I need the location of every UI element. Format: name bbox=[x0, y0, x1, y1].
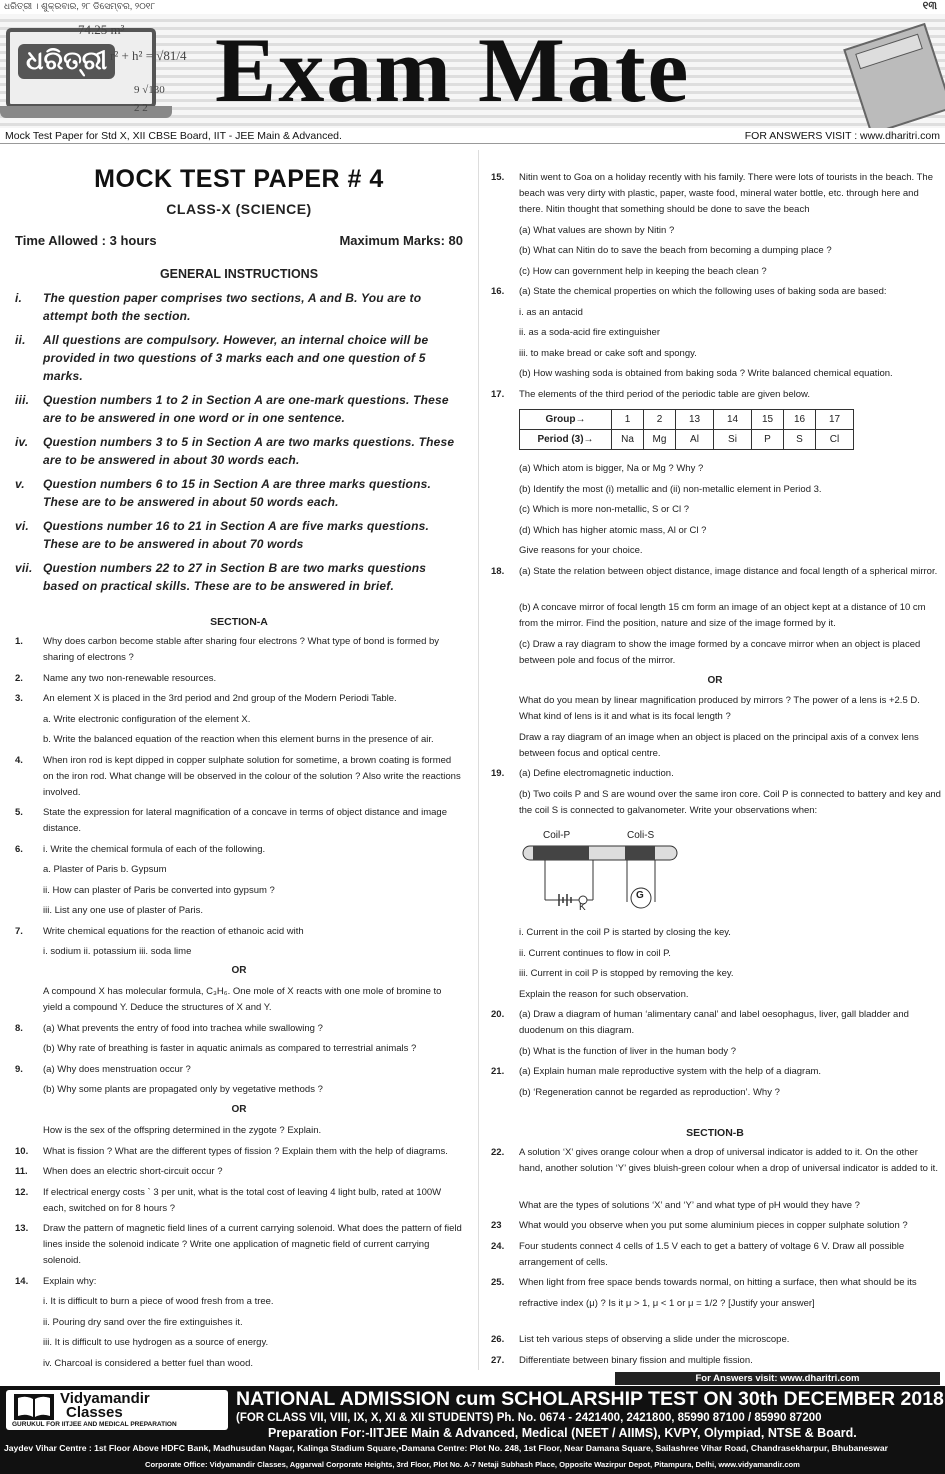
question-line bbox=[15, 1041, 463, 1057]
question-text: refractive index (μ) ? Is it μ > 1, μ < 1 or μ = 1/2 ? [Justify your answer] bbox=[519, 1297, 815, 1309]
question-text: (a) What prevents the entry of food into trachea while swallowing ? bbox=[43, 1022, 323, 1034]
instruction-item bbox=[15, 391, 463, 427]
math-doodle-volume: 74.25 m³ bbox=[78, 22, 125, 37]
question-text: (a) Draw a diagram of human ‘alimentary canal’ and label oesophagus, liver, gall bladder and duodenum on this diagram. bbox=[519, 1009, 909, 1036]
instruction-number: ii. bbox=[15, 333, 26, 347]
question-line bbox=[15, 1356, 463, 1372]
column-divider bbox=[478, 150, 479, 1370]
question-text: (a) Why does menstruation occur ? bbox=[43, 1063, 191, 1075]
question-number: 15. bbox=[491, 172, 505, 183]
footer bbox=[0, 1372, 945, 1474]
answers-link-bar[interactable]: For Answers visit: www.dharitri.com bbox=[615, 1372, 940, 1385]
question-line bbox=[491, 1218, 941, 1234]
question-line bbox=[15, 883, 463, 899]
question-number: 24. bbox=[491, 1240, 505, 1252]
banner-title: Exam Mate bbox=[215, 19, 691, 121]
question-line bbox=[15, 753, 463, 801]
question-line bbox=[491, 600, 941, 632]
question-line bbox=[491, 284, 941, 300]
instruction-text: The question paper comprises two sections, A and B. You are to attempt both the section. bbox=[43, 291, 422, 323]
question-text: (b) What is the function of liver in the human body ? bbox=[519, 1045, 737, 1057]
question-line bbox=[491, 787, 941, 819]
subtitle-right: FOR ANSWERS VISIT : www.dharitri.com bbox=[744, 130, 940, 142]
question-line bbox=[491, 1044, 941, 1060]
question-line bbox=[491, 264, 941, 280]
question-text: iii. Current in coil P is stopped by removing the key. bbox=[519, 968, 734, 979]
question-line bbox=[491, 564, 941, 580]
question-text: (b) Identify the most (i) metallic and (ii) non-metallic element in Period 3. bbox=[519, 483, 822, 495]
instruction-item bbox=[15, 517, 463, 553]
ad-corporate-office: Corporate Office: Vidyamandir Classes, Aggarwal Corporate Heights, 3rd Floor, Plot No. A-7 Netaji Subhash Place, Opposite Wazirpur Depot, Pitampura, Delhi, www.vidyamandir.com bbox=[145, 1460, 800, 1469]
question-line bbox=[15, 1164, 463, 1180]
instruction-text: Question numbers 1 to 2 in Section A are one-mark questions. These are to be answered in one word or in one sentence. bbox=[43, 393, 449, 425]
question-text: Explain the reason for such observation. bbox=[519, 988, 689, 1000]
question-number: 6. bbox=[15, 843, 23, 855]
instruction-item bbox=[15, 331, 463, 385]
question-line bbox=[15, 1021, 463, 1037]
question-text: Draw a ray diagram of an image when an object is placed on the principal axis of a convex lens between focus and optical centre. bbox=[519, 731, 919, 759]
question-text: When iron rod is kept dipped in copper sulphate solution for sometime, a brown coating is formed on the iron rod. What change will be observed in the colour of the solution ? Also write the reactions involved. bbox=[43, 754, 461, 798]
question-number: 22. bbox=[491, 1147, 505, 1158]
question-text: What would you observe when you put some aluminium pieces in copper sulphate solution ? bbox=[519, 1220, 908, 1231]
question-line bbox=[491, 693, 941, 725]
question-text: What is fission ? What are the different types of fission ? Explain them with the help of diagrams. bbox=[43, 1145, 448, 1157]
table-cell: Group→ bbox=[520, 410, 612, 430]
question-line bbox=[15, 634, 463, 666]
question-text: Name any two non-renewable resources. bbox=[43, 672, 217, 684]
maximum-marks: Maximum Marks: 80 bbox=[339, 233, 463, 248]
question-text: (b) Two coils P and S are wound over the same iron core. Coil P is connected to battery and key and the coil S is connected to galvanometer. Write your observations when: bbox=[519, 788, 941, 816]
question-text: ii. Pouring dry sand over the fire extinguishes it. bbox=[43, 1316, 243, 1328]
question-line bbox=[491, 1296, 941, 1312]
question-line bbox=[15, 1082, 463, 1098]
question-line bbox=[15, 1315, 463, 1331]
table-cell: 15 bbox=[752, 410, 784, 430]
question-text: (b) What can Nitin do to save the beach from becoming a dumping place ? bbox=[519, 245, 832, 256]
question-text: (b) A concave mirror of focal length 15 cm form an image of an object kept at a distance of 10 cm from the mirror. Find the position, nature and size of the image formed by it. bbox=[519, 602, 926, 629]
question-text: A compound X has molecular formula, C₃H₆. One mole of X reacts with one mole of bromine to yield a compound Y. Deduce the structures of X and Y. bbox=[43, 986, 442, 1013]
time-allowed: Time Allowed : 3 hours bbox=[15, 233, 157, 248]
question-text: The elements of the third period of the periodic table are given below. bbox=[519, 388, 810, 400]
question-line bbox=[491, 543, 941, 559]
table-cell: P bbox=[752, 430, 784, 450]
table-cell: Mg bbox=[644, 430, 676, 450]
question-text: An element X is placed in the 3rd period and 2nd group of the Modern Periodi Table. bbox=[43, 693, 397, 704]
question-text: When light from free space bends towards normal, on hitting a surface, then what should be its bbox=[519, 1277, 917, 1288]
question-line bbox=[15, 1123, 463, 1139]
question-line bbox=[491, 1007, 941, 1039]
table-cell: Period (3)→ bbox=[520, 430, 612, 450]
question-text: i. as an antacid bbox=[519, 306, 583, 318]
instruction-number: vii. bbox=[15, 561, 33, 575]
instruction-number: v. bbox=[15, 477, 25, 491]
question-number: 5. bbox=[15, 807, 23, 818]
galvanometer-label: G bbox=[636, 890, 644, 901]
question-line bbox=[491, 766, 941, 782]
question-text: (b) ‘Regeneration cannot be regarded as reproduction’. Why ? bbox=[519, 1086, 780, 1098]
instruction-number: vi. bbox=[15, 519, 29, 533]
dharitri-logo: ଧରିତ୍ରୀ bbox=[18, 44, 115, 79]
book-icon bbox=[12, 1392, 56, 1422]
or-divider-9: OR bbox=[231, 1104, 247, 1115]
question-text: (d) Which has higher atomic mass, Al or Cl ? bbox=[519, 524, 707, 536]
question-number: 23 bbox=[491, 1220, 502, 1231]
question-text: i. sodium ii. potassium iii. soda lime bbox=[43, 946, 192, 957]
section-a-heading: SECTION-A bbox=[210, 616, 268, 628]
instruction-text: Question numbers 22 to 27 in Section B are two marks questions based on practical skills. These are to be answered in brief. bbox=[43, 561, 427, 593]
table-cell: Na bbox=[612, 430, 644, 450]
question-text: Differentiate between binary fission and multiple fission. bbox=[519, 1354, 753, 1366]
exam-mate-banner bbox=[0, 14, 945, 128]
question-line bbox=[15, 944, 463, 960]
question-text: i. Current in the coil P is started by closing the key. bbox=[519, 927, 731, 938]
question-line bbox=[15, 691, 463, 707]
instruction-number: iii. bbox=[15, 393, 30, 407]
question-line bbox=[15, 805, 463, 837]
question-text: a. Write electronic configuration of the element X. bbox=[43, 713, 251, 725]
coil-diagram bbox=[519, 828, 689, 914]
instruction-item bbox=[15, 289, 463, 325]
table-cell: Si bbox=[714, 430, 752, 450]
instruction-text: All questions are compulsory. However, an internal choice will be provided in two questions of 3 marks each and one question of 5 marks. bbox=[43, 333, 429, 383]
question-line bbox=[491, 366, 941, 382]
vidyamandir-logo bbox=[6, 1390, 228, 1430]
question-number: 12. bbox=[15, 1186, 29, 1198]
ad-headline: NATIONAL ADMISSION cum SCHOLARSHIP TEST ON 30th DECEMBER 2018 bbox=[236, 1388, 944, 1410]
question-text: (a) Explain human male reproductive system with the help of a diagram. bbox=[519, 1066, 822, 1077]
question-text: (a) State the relation between object distance, image distance and focal length of a spherical mirror. bbox=[519, 565, 938, 577]
question-line bbox=[491, 346, 941, 362]
question-line bbox=[15, 1185, 463, 1217]
question-text: i. Write the chemical formula of each of the following. bbox=[43, 843, 266, 855]
question-line bbox=[15, 924, 463, 940]
question-line bbox=[491, 966, 941, 982]
question-number: 8. bbox=[15, 1022, 23, 1034]
calculator-illustration bbox=[843, 23, 945, 128]
question-number: 19. bbox=[491, 768, 505, 779]
instruction-item bbox=[15, 433, 463, 469]
question-text: When does an electric short-circuit occur ? bbox=[43, 1166, 223, 1177]
question-line bbox=[491, 170, 941, 218]
question-text: (c) Which is more non-metallic, S or Cl ? bbox=[519, 504, 689, 515]
date-line: ଧରିତ୍ରୀ । ଶୁକ୍ରବାର, ୨୮ ଡିସେମ୍ବର, ୨୦୧୮ bbox=[4, 1, 156, 11]
question-line bbox=[491, 1198, 941, 1214]
vidyamandir-tagline: GURUKUL FOR IITJEE AND MEDICAL PREPARATION bbox=[12, 1421, 177, 1428]
question-number: 25. bbox=[491, 1277, 505, 1288]
instruction-item bbox=[15, 559, 463, 595]
question-line bbox=[15, 1062, 463, 1078]
or-divider-7: OR bbox=[231, 965, 247, 976]
question-number: 7. bbox=[15, 925, 23, 937]
question-text: iii. It is difficult to use hydrogen as a source of energy. bbox=[43, 1337, 269, 1348]
table-cell: 1 bbox=[612, 410, 644, 430]
question-text: ii. Current continues to flow in coil P. bbox=[519, 947, 671, 959]
paper-title: MOCK TEST PAPER # 4 bbox=[94, 165, 384, 193]
question-line bbox=[15, 732, 463, 748]
coil-s-label: Coli-S bbox=[627, 830, 655, 841]
section-b-heading: SECTION-B bbox=[686, 1127, 744, 1139]
question-number: 10. bbox=[15, 1145, 29, 1157]
question-line bbox=[491, 1145, 941, 1177]
question-text: Four students connect 4 cells of 1.5 V each to get a battery of voltage 6 V. Draw all possible arrangement of cells. bbox=[519, 1240, 905, 1268]
question-line bbox=[15, 1274, 463, 1290]
question-number: 1. bbox=[15, 636, 23, 647]
instruction-item bbox=[15, 475, 463, 511]
question-number: 13. bbox=[15, 1223, 29, 1234]
table-cell: Al bbox=[676, 430, 714, 450]
banner-subtitle bbox=[0, 128, 945, 144]
question-text: (a) Define electromagnetic induction. bbox=[519, 768, 674, 779]
question-text: a. Plaster of Paris b. Gypsum bbox=[43, 864, 167, 875]
paper-class: CLASS-X (SCIENCE) bbox=[166, 201, 312, 217]
instruction-text: Question numbers 3 to 5 in Section A are two marks questions. These are to be answered in about 30 words each. bbox=[43, 435, 455, 467]
math-doodle-denominator: 2 2 bbox=[134, 102, 148, 114]
question-text: iii. to make bread or cake soft and spongy. bbox=[519, 347, 697, 359]
question-number: 26. bbox=[491, 1334, 505, 1345]
question-text: (c) How can government help in keeping the beach clean ? bbox=[519, 265, 767, 277]
instruction-number: iv. bbox=[15, 435, 29, 449]
question-text: (b) How washing soda is obtained from baking soda ? Write balanced chemical equation. bbox=[519, 368, 893, 379]
ad-preparation: Preparation For:-IITJEE Main & Advanced, Medical (NEET / AIIMS), KVPY, Olympiad, NTSE & Board. bbox=[268, 1426, 857, 1440]
instruction-text: Question numbers 6 to 15 in Section A are three marks questions. These are to be answered in about 50 words each. bbox=[43, 477, 432, 509]
question-line bbox=[491, 243, 941, 259]
vidyamandir-name: Vidyamandir bbox=[60, 1390, 150, 1407]
question-text: (b) Why some plants are propagated only by vegetative methods ? bbox=[43, 1084, 323, 1095]
question-text: iii. List any one use of plaster of Paris. bbox=[43, 905, 203, 916]
question-text: Why does carbon become stable after sharing four electrons ? What type of bond is formed by sharing of electrons ? bbox=[43, 636, 440, 663]
question-number: 16. bbox=[491, 286, 505, 297]
ad-centres: Jaydev Vihar Centre : 1st Floor Above HDFC Bank, Madhusudan Nagar, Kalinga Stadium Square,•Damana Centre: Plot No. 248, 1st Floor, Near Damana Square, Sailashree Vihar Road, Chandrasekharpur, Bhubaneswar bbox=[4, 1443, 888, 1453]
question-line bbox=[491, 1275, 941, 1291]
question-text: (c) Draw a ray diagram to show the image formed by a concave mirror when an object is placed between pole and focus of the mirror. bbox=[519, 638, 921, 666]
question-line bbox=[491, 482, 941, 498]
classes-name: Classes bbox=[66, 1404, 123, 1421]
instruction-number: i. bbox=[15, 291, 23, 305]
question-number: 27. bbox=[491, 1354, 505, 1366]
subtitle-left: Mock Test Paper for Std X, XII CBSE Board, IIT - JEE Main & Advanced. bbox=[5, 130, 342, 142]
question-line bbox=[15, 862, 463, 878]
question-text: Explain why: bbox=[43, 1275, 97, 1287]
question-line bbox=[15, 1335, 463, 1351]
periodic-table-period-row bbox=[520, 430, 854, 450]
question-number: 11. bbox=[15, 1166, 28, 1177]
question-line bbox=[15, 671, 463, 687]
time-marks-line bbox=[15, 233, 463, 248]
ad-classes-phone: (FOR CLASS VII, VIII, IX, X, XI & XII STUDENTS) Ph. No. 0674 - 2421400, 2421800, 85990 87100 / 85990 87200 bbox=[236, 1412, 822, 1424]
question-text: b. Write the balanced equation of the reaction when this element burns in the presence of air. bbox=[43, 734, 434, 745]
question-text: Write chemical equations for the reaction of ethanoic acid with bbox=[43, 925, 304, 937]
question-number: 2. bbox=[15, 672, 23, 684]
question-number: 4. bbox=[15, 754, 23, 766]
question-number: 17. bbox=[491, 388, 505, 400]
question-text: State the expression for lateral magnification of a concave in terms of object distance and image distance. bbox=[43, 807, 447, 834]
question-text: iv. Charcoal is considered a better fuel than wood. bbox=[43, 1357, 253, 1369]
question-number: 3. bbox=[15, 693, 23, 704]
question-line bbox=[15, 712, 463, 728]
question-text: ii. as a soda-acid fire extinguisher bbox=[519, 327, 660, 338]
page-number: ୧୩ bbox=[922, 0, 937, 12]
table-cell: 16 bbox=[784, 410, 816, 430]
general-instructions-heading: GENERAL INSTRUCTIONS bbox=[159, 267, 319, 281]
question-text: What are the types of solutions ‘X’ and ‘Y’ and what type of pH would they have ? bbox=[519, 1199, 860, 1211]
question-text: What do you mean by linear magnification produced by mirrors ? The power of a lens is +2.5 D. What kind of lens is it and what is its focal length ? bbox=[519, 695, 920, 722]
question-line bbox=[491, 387, 941, 403]
question-text: ii. How can plaster of Paris be converted into gypsum ? bbox=[43, 884, 275, 896]
question-text: Draw the pattern of magnetic field lines of a current carrying solenoid. What does the pattern of field lines inside the solenoid indicate ? Write one application of magnetic field of current carrying solenoid. bbox=[43, 1223, 462, 1266]
question-line bbox=[491, 1239, 941, 1271]
question-line bbox=[491, 223, 941, 239]
table-cell: 13 bbox=[676, 410, 714, 430]
question-line bbox=[491, 305, 941, 321]
coil-p-label: Coil-P bbox=[543, 830, 571, 841]
question-number: 20. bbox=[491, 1009, 505, 1020]
question-text: (a) State the chemical properties on which the following uses of baking soda are based: bbox=[519, 286, 887, 297]
question-line bbox=[15, 842, 463, 858]
question-number: 9. bbox=[15, 1063, 23, 1075]
question-line bbox=[15, 1294, 463, 1310]
question-line bbox=[491, 461, 941, 477]
periodic-table-group-row bbox=[520, 410, 854, 430]
question-line bbox=[15, 984, 463, 1016]
question-line bbox=[491, 987, 941, 1003]
question-text: Give reasons for your choice. bbox=[519, 545, 643, 556]
question-text: i. It is difficult to burn a piece of wood fresh from a tree. bbox=[43, 1296, 274, 1307]
table-cell: 14 bbox=[714, 410, 752, 430]
or-divider-18: OR bbox=[707, 675, 723, 686]
question-line bbox=[491, 946, 941, 962]
question-number: 21. bbox=[491, 1066, 505, 1077]
masthead-strip bbox=[0, 0, 945, 14]
question-line bbox=[15, 1144, 463, 1160]
vidyamandir-advertisement bbox=[0, 1386, 945, 1474]
question-number: 14. bbox=[15, 1275, 29, 1287]
table-cell: S bbox=[784, 430, 816, 450]
table-cell: 2 bbox=[644, 410, 676, 430]
question-line bbox=[491, 1332, 941, 1348]
question-text: How is the sex of the offspring determined in the zygote ? Explain. bbox=[43, 1125, 322, 1136]
question-text: (a) Which atom is bigger, Na or Mg ? Why ? bbox=[519, 463, 704, 474]
question-line bbox=[491, 1353, 941, 1369]
question-text: Nitin went to Goa on a holiday recently with his family. There were lots of tourists in the beach. The beach was very dirty with plastic, paper, waste food, mineral water bottle, etc. through here and there. Nitin thought that something should be done to save the beach bbox=[519, 172, 933, 215]
question-text: If electrical energy costs ` 3 per unit, what is the total cost of leaving 4 light bulb, rated at 100W each, switched on for 8 hours ? bbox=[43, 1186, 442, 1214]
question-text: (b) Why rate of breathing is faster in aquatic animals as compared to terrestrial animals ? bbox=[43, 1043, 417, 1054]
table-cell: Cl bbox=[816, 430, 854, 450]
question-line bbox=[491, 325, 941, 341]
question-line bbox=[491, 925, 941, 941]
question-line bbox=[15, 903, 463, 919]
periodic-table bbox=[519, 409, 854, 450]
question-line bbox=[491, 730, 941, 762]
question-text: A solution ‘X’ gives orange colour when a drop of universal indicator is added to it. On the other hand, another solution ‘Y’ gives bluish-green colour when a drop of universal indicator is added to it. bbox=[519, 1147, 938, 1174]
key-label: K bbox=[579, 902, 586, 913]
question-line bbox=[491, 637, 941, 669]
question-number: 18. bbox=[491, 565, 505, 577]
math-doodle-equation: r² + h² = √81/4 bbox=[110, 48, 187, 63]
question-line bbox=[491, 523, 941, 539]
table-cell: 17 bbox=[816, 410, 854, 430]
instruction-text: Questions number 16 to 21 in Section A are five marks questions. These are to be answered in about 70 words bbox=[43, 519, 430, 551]
question-line bbox=[491, 502, 941, 518]
question-line bbox=[491, 1085, 941, 1101]
question-line bbox=[491, 1064, 941, 1080]
question-line bbox=[15, 1221, 463, 1269]
math-doodle-root: 9 √130 bbox=[134, 84, 165, 96]
question-text: List teh various steps of observing a slide under the microscope. bbox=[519, 1334, 790, 1345]
question-text: (a) What values are shown by Nitin ? bbox=[519, 224, 675, 236]
